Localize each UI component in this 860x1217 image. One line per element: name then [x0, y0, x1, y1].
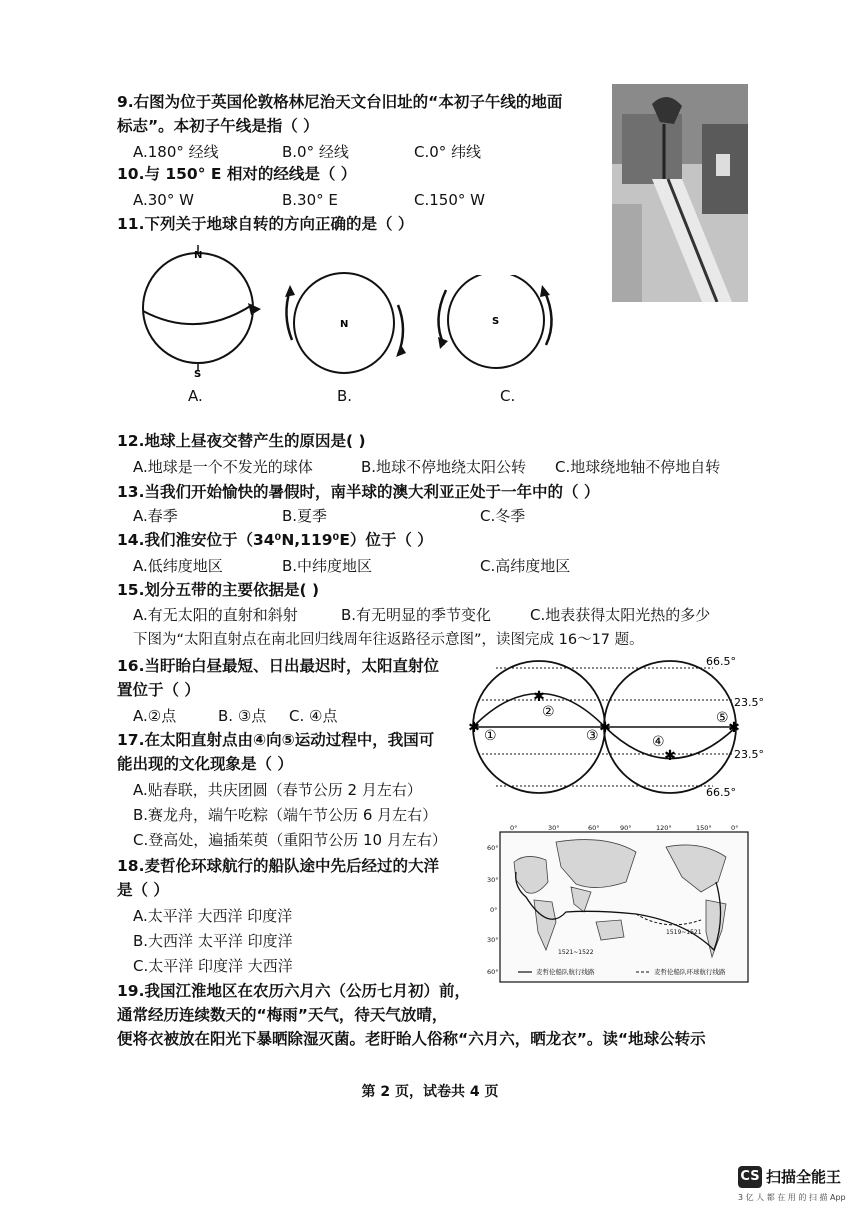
lon-label: 0°	[731, 824, 739, 832]
point-2-label: ②	[542, 704, 555, 720]
q12-option-b: B.地球不停地绕太阳公转	[361, 458, 527, 476]
camscanner-logo-icon: CS	[738, 1166, 762, 1188]
legend-a-label: 麦哲伦船队航行线路	[536, 968, 595, 976]
camscanner-tagline: 3 亿 人 都 在 用 的 扫 描 App	[738, 1193, 846, 1202]
camscanner-watermark	[738, 1164, 858, 1214]
q9-line2: 标志”。本初子午线是指（ ）	[117, 117, 319, 135]
globe-a-s-label: S	[194, 369, 202, 380]
route-year-b: 1521~1522	[558, 949, 594, 956]
q17-option-b: B.赛龙舟，端午吃粽（端午节公历 6 月左右）	[133, 806, 438, 824]
q15-option-b: B.有无明显的季节变化	[341, 606, 492, 624]
q11-label-b: B.	[337, 387, 353, 405]
q13-option-a: A.春季	[133, 507, 178, 525]
lat-label: 30°	[487, 876, 499, 884]
q18-option-c: C.太平洋 印度洋 大西洋	[133, 957, 293, 975]
q10-stem: 10.与 150° E 相对的经线是（ ）	[117, 165, 357, 183]
q13-option-c: C.冬季	[480, 507, 526, 525]
q12-stem: 12.地球上昼夜交替产生的原因是( )	[117, 432, 366, 450]
q9-option-a: A.180° 经线	[133, 143, 219, 161]
globe-a-n-label: N	[194, 250, 203, 261]
lat-label: 0°	[490, 906, 498, 914]
q11-stem: 11.下列关于地球自转的方向正确的是（ ）	[117, 215, 414, 233]
q10-option-b: B.30° E	[282, 191, 338, 209]
greenwich-meridian-photo	[612, 84, 748, 302]
point-1-label: ①	[484, 728, 497, 744]
lat-label: 60°	[487, 844, 499, 852]
lat-23-5-n-label: 23.5°	[734, 696, 764, 709]
route-year-a: 1519~1521	[666, 929, 702, 936]
q18-option-a: A.太平洋 大西洋 印度洋	[133, 907, 293, 925]
intro-16-17: 下图为“太阳直射点在南北回归线周年往返路径示意图”，读图完成 16～17 题。	[133, 632, 644, 648]
q19-line1: 19.我国江淮地区在农历六月六（公历七月初）前，	[117, 982, 470, 1000]
q15-option-c: C.地表获得太阳光热的多少	[530, 606, 711, 624]
q16-line2: 置位于（ ）	[117, 681, 200, 699]
lon-label: 60°	[588, 824, 600, 832]
q12-option-a: A.地球是一个不发光的球体	[133, 458, 313, 476]
q16-option-c: C. ④点	[289, 707, 338, 725]
globe-b-center-label: N	[340, 319, 349, 330]
legend-b-label: 麦哲伦船队环球航行线路	[654, 968, 726, 976]
q18-line2: 是（ ）	[117, 881, 169, 899]
lon-label: 150°	[696, 824, 712, 832]
q15-stem: 15.划分五带的主要依据是( )	[117, 581, 320, 599]
q16-option-b: B. ③点	[218, 707, 267, 725]
rotation-globe-c	[430, 275, 560, 375]
q18-line1: 18.麦哲伦环球航行的船队途中先后经过的大洋	[117, 857, 439, 875]
q19-line2: 通常经历连续数天的“梅雨”天气，待天气放晴，	[117, 1006, 448, 1024]
globe-c-center-label: S	[492, 316, 500, 327]
svg-text:✱: ✱	[728, 720, 740, 736]
q18-option-b: B.大西洋 太平洋 印度洋	[133, 932, 293, 950]
point-5-label: ⑤	[716, 710, 729, 726]
q13-stem: 13.当我们开始愉快的暑假时，南半球的澳大利亚正处于一年中的（ ）	[117, 483, 600, 501]
q13-option-b: B.夏季	[282, 507, 328, 525]
svg-text:✱: ✱	[599, 720, 611, 736]
globe-a	[143, 253, 253, 363]
q17-option-c: C.登高处，遍插茱萸（重阳节公历 10 月左右）	[133, 831, 447, 849]
lat-label: 60°	[487, 968, 499, 976]
q9-option-b: B.0° 经线	[282, 143, 349, 161]
camscanner-name: 扫描全能王	[766, 1168, 842, 1186]
q17-option-a: A.贴春联，共庆团圆（春节公历 2 月左右）	[133, 781, 422, 799]
lon-label: 30°	[548, 824, 560, 832]
svg-text:✱: ✱	[468, 720, 480, 736]
q16-option-a: A.②点	[133, 707, 177, 725]
point-4-label: ④	[652, 734, 665, 750]
q16-line1: 16.当盱眙白昼最短、日出最迟时，太阳直射位	[117, 657, 439, 675]
svg-text:✱: ✱	[533, 689, 545, 705]
q12-option-c: C.地球绕地轴不停地自转	[555, 458, 721, 476]
q9-line1: 9.右图为位于英国伦敦格林尼治天文台旧址的“本初子午线的地面	[117, 93, 563, 111]
q14-stem: 14.我们淮安位于（34⁰N,119⁰E）位于（ ）	[117, 531, 433, 549]
lat-23-5-s-label: 23.5°	[734, 748, 764, 761]
lat-66-5-n-label: 66.5°	[706, 655, 736, 668]
q10-option-a: A.30° W	[133, 191, 194, 209]
q14-option-c: C.高纬度地区	[480, 557, 571, 575]
magellan-route-map	[486, 822, 758, 998]
point-3-label: ③	[586, 728, 599, 744]
q9-option-c: C.0° 纬线	[414, 143, 482, 161]
q14-option-b: B.中纬度地区	[282, 557, 373, 575]
lon-label: 0°	[510, 824, 518, 832]
q14-option-a: A.低纬度地区	[133, 557, 223, 575]
svg-text:✱: ✱	[664, 748, 676, 764]
lat-66-5-s-label: 66.5°	[706, 786, 736, 798]
page-footer: 第 2 页，试卷共 4 页	[361, 1084, 499, 1100]
q17-line1: 17.在太阳直射点由④向⑤运动过程中，我国可	[117, 731, 435, 749]
sun-direct-point-diagram	[466, 650, 766, 798]
rotation-globes-diagram	[130, 245, 430, 410]
q17-line2: 能出现的文化现象是（ ）	[117, 755, 293, 773]
q11-label-c: C.	[500, 387, 516, 405]
lon-label: 120°	[656, 824, 672, 832]
lat-label: 30°	[487, 936, 499, 944]
q19-line3: 便将衣被放在阳光下暴晒除湿灭菌。老盱眙人俗称“六月六，晒龙衣”。读“地球公转示	[117, 1030, 706, 1048]
q11-label-a: A.	[188, 387, 203, 405]
lon-label: 90°	[620, 824, 632, 832]
q15-option-a: A.有无太阳的直射和斜射	[133, 606, 298, 624]
q10-option-c: C.150° W	[414, 191, 485, 209]
